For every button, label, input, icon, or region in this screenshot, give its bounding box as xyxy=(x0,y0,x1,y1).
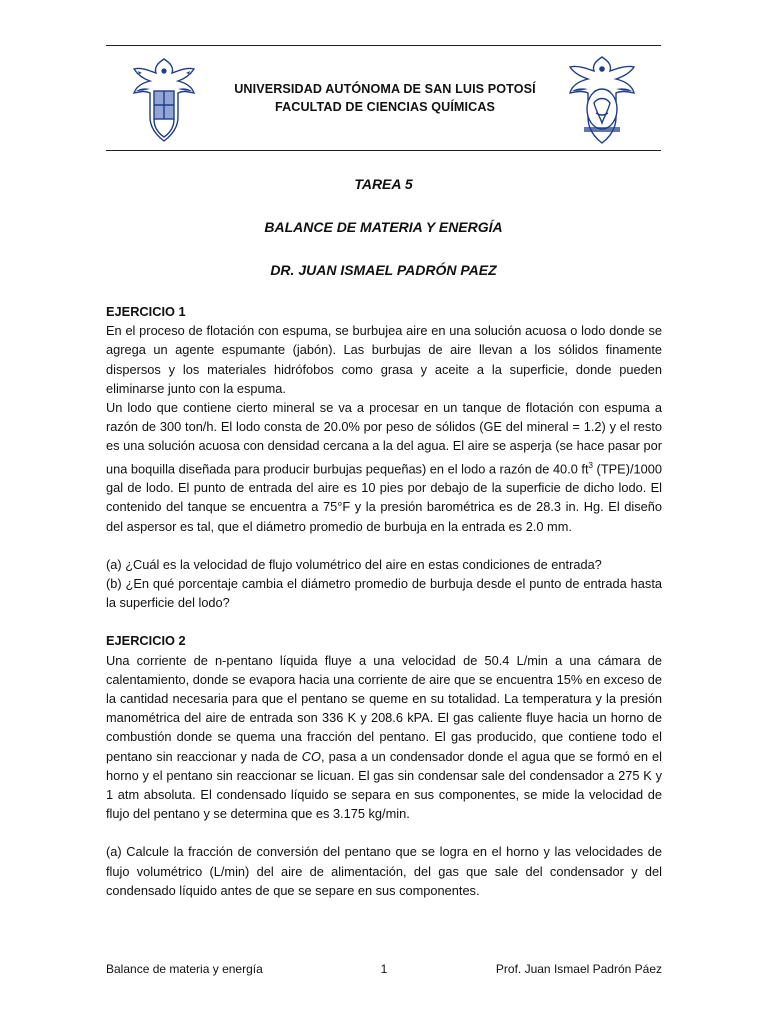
header-bottom-rule xyxy=(106,150,661,151)
exercise-1-question-a: (a) ¿Cuál es la velocidad de flujo volumétrico del aire en estas condiciones de entrada? xyxy=(106,556,602,572)
exercise-1-heading: EJERCICIO 1 xyxy=(106,304,186,319)
university-name: UNIVERSIDAD AUTÓNOMA DE SAN LUIS POTOSÍ xyxy=(234,82,536,96)
exercise-1-paragraph-2-text-a: Un lodo que contiene cierto mineral se va a procesar en un tanque de flotación con espuma a razón de 300 ton/h. El lodo consta de 20.0% por peso de sólidos (GE del mineral = 1.2) y el resto es una solución acuosa con densidad cercana a la del agua. El aire se asperja (se hace pasar por una boquilla diseñada para producir burbujas pequeñas) en el lodo a razón de 40.0 ft xyxy=(106,400,662,476)
assignment-title: TAREA 5 xyxy=(354,176,413,192)
institution-header xyxy=(190,80,580,116)
page-footer xyxy=(106,962,662,978)
co-formula: CO xyxy=(301,748,321,764)
spacer xyxy=(106,536,662,555)
exercise-2-paragraph-text-b: , pasa a un condensador donde el agua que se formó en el horno y el pentano sin reaccionar se licuan. El gas sin condensar sale del condensador a 275 K y 1 atm absoluta. El condensado líquido se separa en sus componentes, se mide la velocidad de flujo del pentano y se determina que es 3.175 kg/min. xyxy=(106,748,662,822)
course-title: BALANCE DE MATERIA Y ENERGÍA xyxy=(264,219,503,235)
professor-title: DR. JUAN ISMAEL PADRÓN PAEZ xyxy=(270,262,497,278)
spacer xyxy=(106,612,662,631)
footer-page-number: 1 xyxy=(380,962,388,976)
exercise-1-paragraph-1: En el proceso de flotación con espuma, se burbujea aire en una solución acuosa o lodo donde se agrega un agente espumante (jabón). Las burbujas de aire llevan a los sólidos finamente dispersos y los materiales hidrófobos como grasa y aceite a la superficie, donde pueden eliminarse junto con la espuma. xyxy=(106,323,662,396)
exercise-1-question-b: (b) ¿En qué porcentaje cambia el diámetro promedio de burbuja desde el punto de entrada hasta la superficie del lodo? xyxy=(106,575,662,611)
exercise-2-paragraph-text-a: Una corriente de n-pentano líquida fluye a una velocidad de 50.4 L/min a una cámara de calentamiento, donde se evapora hacia una corriente de aire que se encuentra 15% en exceso de la cantidad necesaria para que el pentano se queme en su totalidad. La temperatura y la presión manométrica del aire de entrada son 336 K y 208.6 kPA. El gas caliente fluye hacia un horno de combustión donde se quema una fracción del pentano. El gas producido, que contiene todo el pentano sin reaccionar y nada de xyxy=(106,652,662,764)
exercise-1-paragraph-2-text-b: (TPE)/1000 gal de lodo. El punto de entrada del aire es 10 pies por debajo de la superficie de dicho lodo. El contenido del tanque se encuentra a 75°F y la presión barométrica es de 28.3 in. Hg. El diseño del aspersor es tal, que el diámetro promedio de burbuja en la entrada es 2.0 mm. xyxy=(106,460,662,534)
exercise-2-heading: EJERCICIO 2 xyxy=(106,633,186,649)
exercise-1-paragraph-2 xyxy=(106,398,662,536)
footer-course: Balance de materia y energía xyxy=(106,962,263,976)
spacer xyxy=(106,823,662,842)
document-body xyxy=(106,302,662,900)
footer-professor: Prof. Juan Ismael Padrón Páez xyxy=(495,962,662,976)
faculty-name: FACULTAD DE CIENCIAS QUÍMICAS xyxy=(274,100,496,114)
header-top-rule xyxy=(106,45,661,46)
exercise-2-question-a: (a) Calcule la fracción de conversión del pentano que se logra en el horno y las velocidades de flujo volumétrico (L/min) del aire de alimentación, del gas que sale del condensador y del condensado líquido antes de que se separe en sus componentes. xyxy=(106,844,662,898)
exercise-2-paragraph-1 xyxy=(106,651,662,824)
cubic-superscript: 3 xyxy=(588,460,593,470)
